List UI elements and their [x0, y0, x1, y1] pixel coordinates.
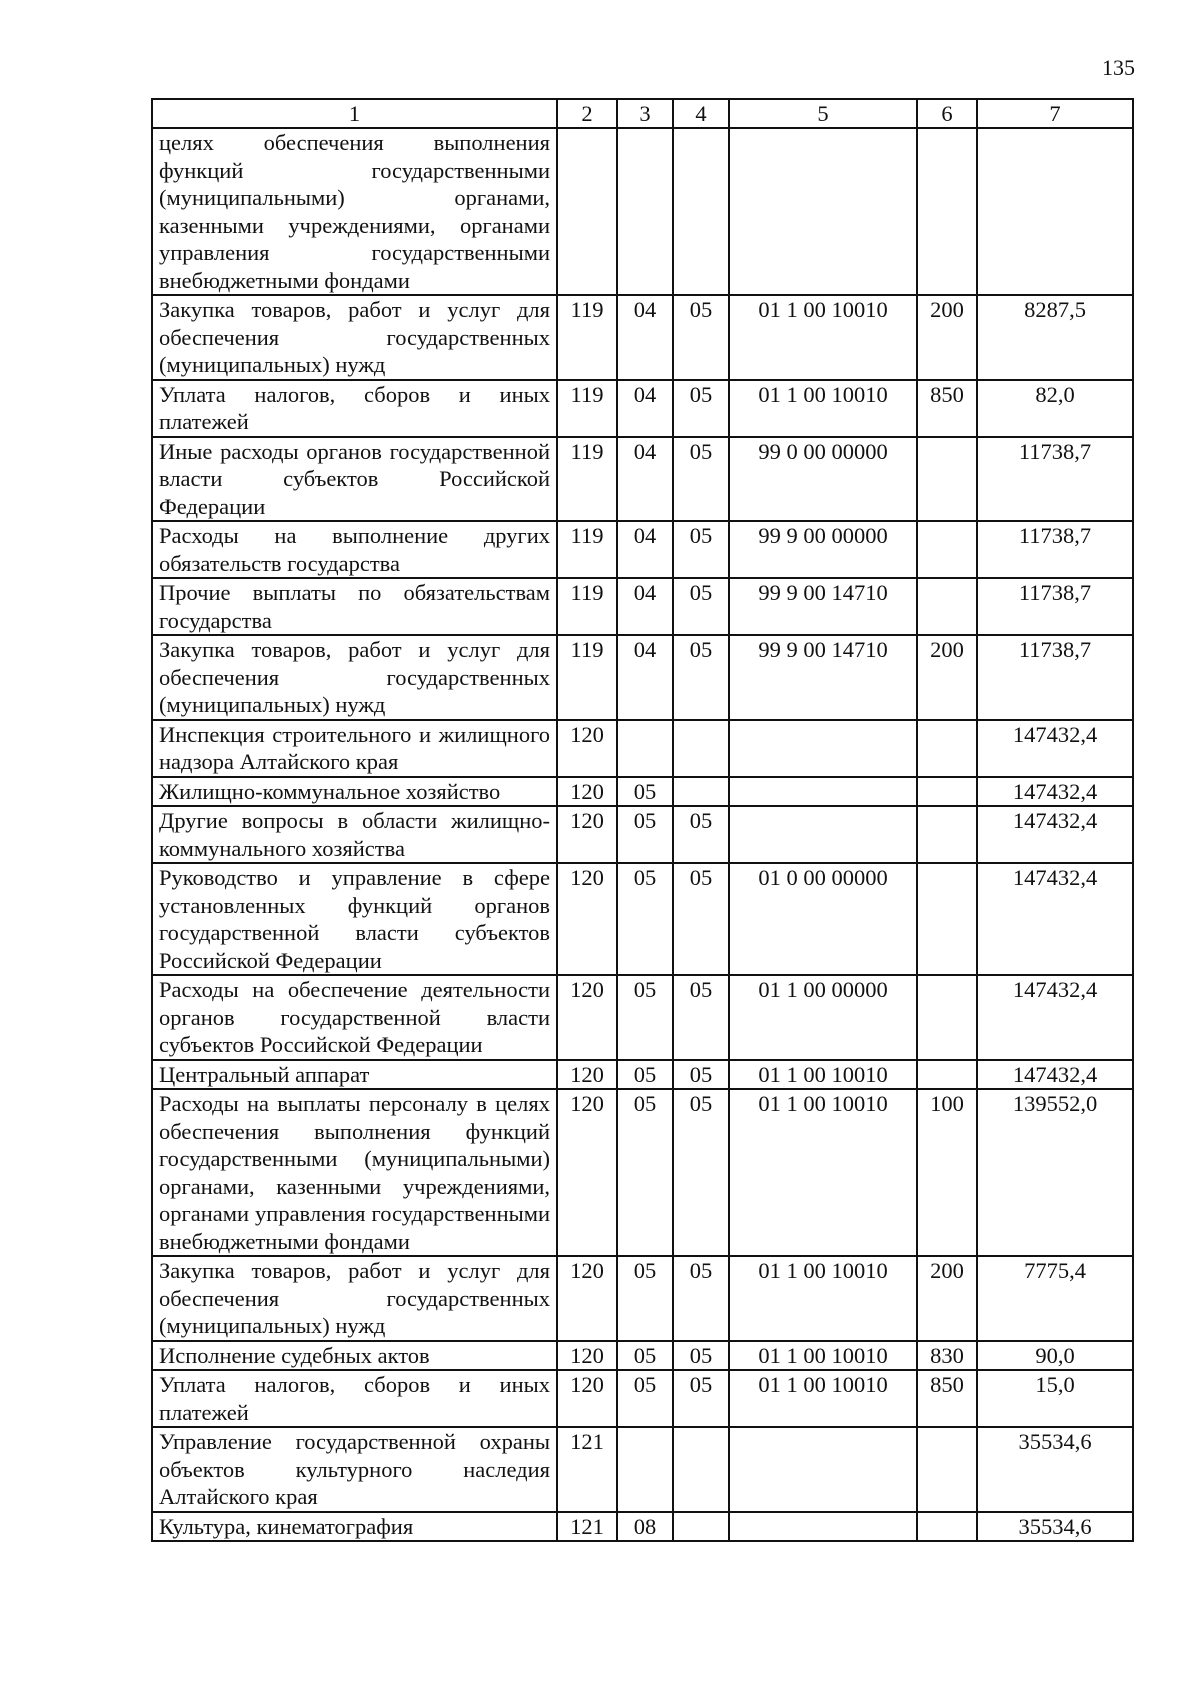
row-name-cell: Закупка товаров, работ и услуг для обеспечения государственных (муниципальных) нужд	[152, 1256, 557, 1341]
admin-code-cell: 119	[557, 295, 617, 380]
expense-type-cell: 850	[917, 380, 977, 437]
amount-cell: 147432,4	[977, 806, 1133, 863]
budget-table	[151, 98, 1134, 1542]
table-row	[152, 720, 1133, 777]
table-row	[152, 1089, 1133, 1256]
amount-cell	[977, 128, 1133, 295]
table-row	[152, 521, 1133, 578]
expense-type-cell: 830	[917, 1341, 977, 1371]
subsection-cell: 05	[673, 295, 729, 380]
section-cell: 04	[617, 578, 673, 635]
target-article-cell: 01 0 00 00000	[729, 863, 917, 975]
column-header: 2	[557, 99, 617, 128]
target-article-cell: 99 9 00 14710	[729, 578, 917, 635]
amount-cell: 35534,6	[977, 1512, 1133, 1542]
target-article-cell: 01 1 00 10010	[729, 295, 917, 380]
subsection-cell	[673, 1512, 729, 1542]
expense-type-cell	[917, 128, 977, 295]
row-name-cell: Руководство и управление в сфере установленных функций органов государственной власти субъектов Российской Федерации	[152, 863, 557, 975]
expense-type-cell	[917, 720, 977, 777]
section-cell: 04	[617, 380, 673, 437]
table-row	[152, 1512, 1133, 1542]
row-name-cell: Уплата налогов, сборов и иных платежей	[152, 1370, 557, 1427]
row-name-cell: Закупка товаров, работ и услуг для обеспечения государственных (муниципальных) нужд	[152, 635, 557, 720]
table-row	[152, 578, 1133, 635]
admin-code-cell: 121	[557, 1512, 617, 1542]
admin-code-cell: 120	[557, 863, 617, 975]
column-header: 4	[673, 99, 729, 128]
table-row	[152, 1256, 1133, 1341]
section-cell	[617, 1427, 673, 1512]
target-article-cell	[729, 777, 917, 807]
subsection-cell: 05	[673, 521, 729, 578]
section-cell: 05	[617, 1256, 673, 1341]
amount-cell: 11738,7	[977, 521, 1133, 578]
table-row	[152, 1427, 1133, 1512]
admin-code-cell: 120	[557, 975, 617, 1060]
row-name-cell: Жилищно-коммунальное хозяйство	[152, 777, 557, 807]
target-article-cell	[729, 1427, 917, 1512]
row-name-cell: Другие вопросы в области жилищно-коммунального хозяйства	[152, 806, 557, 863]
section-cell: 05	[617, 777, 673, 807]
table-row	[152, 1341, 1133, 1371]
admin-code-cell: 120	[557, 1370, 617, 1427]
row-name-cell: Прочие выплаты по обязательствам государства	[152, 578, 557, 635]
target-article-cell	[729, 806, 917, 863]
admin-code-cell: 120	[557, 1341, 617, 1371]
subsection-cell: 05	[673, 380, 729, 437]
admin-code-cell: 120	[557, 720, 617, 777]
column-header: 6	[917, 99, 977, 128]
admin-code-cell: 119	[557, 635, 617, 720]
section-cell: 05	[617, 806, 673, 863]
table-row	[152, 777, 1133, 807]
admin-code-cell: 120	[557, 806, 617, 863]
table-row	[152, 1370, 1133, 1427]
section-cell	[617, 128, 673, 295]
row-name-cell: Закупка товаров, работ и услуг для обеспечения государственных (муниципальных) нужд	[152, 295, 557, 380]
row-name-cell: Культура, кинематография	[152, 1512, 557, 1542]
column-header: 3	[617, 99, 673, 128]
column-header: 7	[977, 99, 1133, 128]
section-cell: 05	[617, 1341, 673, 1371]
expense-type-cell	[917, 1427, 977, 1512]
amount-cell: 147432,4	[977, 975, 1133, 1060]
subsection-cell: 05	[673, 1256, 729, 1341]
row-name-cell: целях обеспечения выполнения функций государственными (муниципальными) органами, казенными учреждениями, органами управления государственными внебюджетными фондами	[152, 128, 557, 295]
target-article-cell: 01 1 00 00000	[729, 975, 917, 1060]
header-row	[152, 99, 1133, 128]
admin-code-cell: 121	[557, 1427, 617, 1512]
expense-type-cell	[917, 777, 977, 807]
expense-type-cell: 100	[917, 1089, 977, 1256]
admin-code-cell: 119	[557, 578, 617, 635]
subsection-cell: 05	[673, 863, 729, 975]
table-row	[152, 635, 1133, 720]
expense-type-cell	[917, 578, 977, 635]
section-cell: 04	[617, 295, 673, 380]
target-article-cell: 01 1 00 10010	[729, 1341, 917, 1371]
target-article-cell: 01 1 00 10010	[729, 1060, 917, 1090]
target-article-cell	[729, 720, 917, 777]
subsection-cell: 05	[673, 635, 729, 720]
expense-type-cell	[917, 975, 977, 1060]
admin-code-cell: 120	[557, 1089, 617, 1256]
admin-code-cell: 119	[557, 380, 617, 437]
target-article-cell: 01 1 00 10010	[729, 380, 917, 437]
expense-type-cell	[917, 437, 977, 522]
row-name-cell: Управление государственной охраны объектов культурного наследия Алтайского края	[152, 1427, 557, 1512]
section-cell: 08	[617, 1512, 673, 1542]
subsection-cell	[673, 1427, 729, 1512]
page-number: 135	[1102, 55, 1135, 80]
amount-cell: 11738,7	[977, 635, 1133, 720]
admin-code-cell: 120	[557, 1060, 617, 1090]
row-name-cell: Расходы на обеспечение деятельности органов государственной власти субъектов Российской Федерации	[152, 975, 557, 1060]
row-name-cell: Расходы на выполнение других обязательств государства	[152, 521, 557, 578]
section-cell	[617, 720, 673, 777]
amount-cell: 147432,4	[977, 720, 1133, 777]
expense-type-cell	[917, 521, 977, 578]
subsection-cell: 05	[673, 1089, 729, 1256]
target-article-cell: 01 1 00 10010	[729, 1089, 917, 1256]
subsection-cell	[673, 720, 729, 777]
subsection-cell	[673, 777, 729, 807]
amount-cell: 35534,6	[977, 1427, 1133, 1512]
target-article-cell: 99 9 00 14710	[729, 635, 917, 720]
row-name-cell: Центральный аппарат	[152, 1060, 557, 1090]
amount-cell: 147432,4	[977, 777, 1133, 807]
subsection-cell: 05	[673, 975, 729, 1060]
target-article-cell: 01 1 00 10010	[729, 1256, 917, 1341]
row-name-cell: Иные расходы органов государственной власти субъектов Российской Федерации	[152, 437, 557, 522]
table-row	[152, 806, 1133, 863]
section-cell: 04	[617, 521, 673, 578]
expense-type-cell: 200	[917, 295, 977, 380]
amount-cell: 11738,7	[977, 578, 1133, 635]
subsection-cell: 05	[673, 1060, 729, 1090]
amount-cell: 90,0	[977, 1341, 1133, 1371]
subsection-cell: 05	[673, 1370, 729, 1427]
section-cell: 05	[617, 975, 673, 1060]
amount-cell: 8287,5	[977, 295, 1133, 380]
amount-cell: 147432,4	[977, 863, 1133, 975]
section-cell: 05	[617, 1089, 673, 1256]
row-name-cell: Расходы на выплаты персоналу в целях обеспечения выполнения функций государственными (муниципальными) органами, казенными учреждениями, органами управления государственными внебюджетными фондами	[152, 1089, 557, 1256]
admin-code-cell: 119	[557, 437, 617, 522]
column-header: 1	[152, 99, 557, 128]
target-article-cell	[729, 1512, 917, 1542]
amount-cell: 11738,7	[977, 437, 1133, 522]
target-article-cell	[729, 128, 917, 295]
section-cell: 05	[617, 1060, 673, 1090]
expense-type-cell	[917, 1512, 977, 1542]
row-name-cell: Инспекция строительного и жилищного надзора Алтайского края	[152, 720, 557, 777]
subsection-cell: 05	[673, 806, 729, 863]
expense-type-cell	[917, 863, 977, 975]
admin-code-cell: 119	[557, 521, 617, 578]
table-row	[152, 295, 1133, 380]
table-row	[152, 128, 1133, 295]
expense-type-cell	[917, 1060, 977, 1090]
amount-cell: 139552,0	[977, 1089, 1133, 1256]
column-header: 5	[729, 99, 917, 128]
subsection-cell: 05	[673, 437, 729, 522]
amount-cell: 7775,4	[977, 1256, 1133, 1341]
table-row	[152, 1060, 1133, 1090]
target-article-cell: 01 1 00 10010	[729, 1370, 917, 1427]
admin-code-cell: 120	[557, 777, 617, 807]
expense-type-cell: 200	[917, 635, 977, 720]
row-name-cell: Исполнение судебных актов	[152, 1341, 557, 1371]
table-row	[152, 975, 1133, 1060]
table-row	[152, 380, 1133, 437]
section-cell: 04	[617, 635, 673, 720]
table-body	[152, 128, 1133, 1541]
subsection-cell: 05	[673, 1341, 729, 1371]
expense-type-cell: 850	[917, 1370, 977, 1427]
section-cell: 05	[617, 863, 673, 975]
expense-type-cell: 200	[917, 1256, 977, 1341]
target-article-cell: 99 0 00 00000	[729, 437, 917, 522]
subsection-cell: 05	[673, 578, 729, 635]
table-row	[152, 437, 1133, 522]
row-name-cell: Уплата налогов, сборов и иных платежей	[152, 380, 557, 437]
expense-type-cell	[917, 806, 977, 863]
amount-cell: 147432,4	[977, 1060, 1133, 1090]
amount-cell: 15,0	[977, 1370, 1133, 1427]
table-row	[152, 863, 1133, 975]
admin-code-cell	[557, 128, 617, 295]
amount-cell: 82,0	[977, 380, 1133, 437]
subsection-cell	[673, 128, 729, 295]
target-article-cell: 99 9 00 00000	[729, 521, 917, 578]
section-cell: 05	[617, 1370, 673, 1427]
section-cell: 04	[617, 437, 673, 522]
admin-code-cell: 120	[557, 1256, 617, 1341]
